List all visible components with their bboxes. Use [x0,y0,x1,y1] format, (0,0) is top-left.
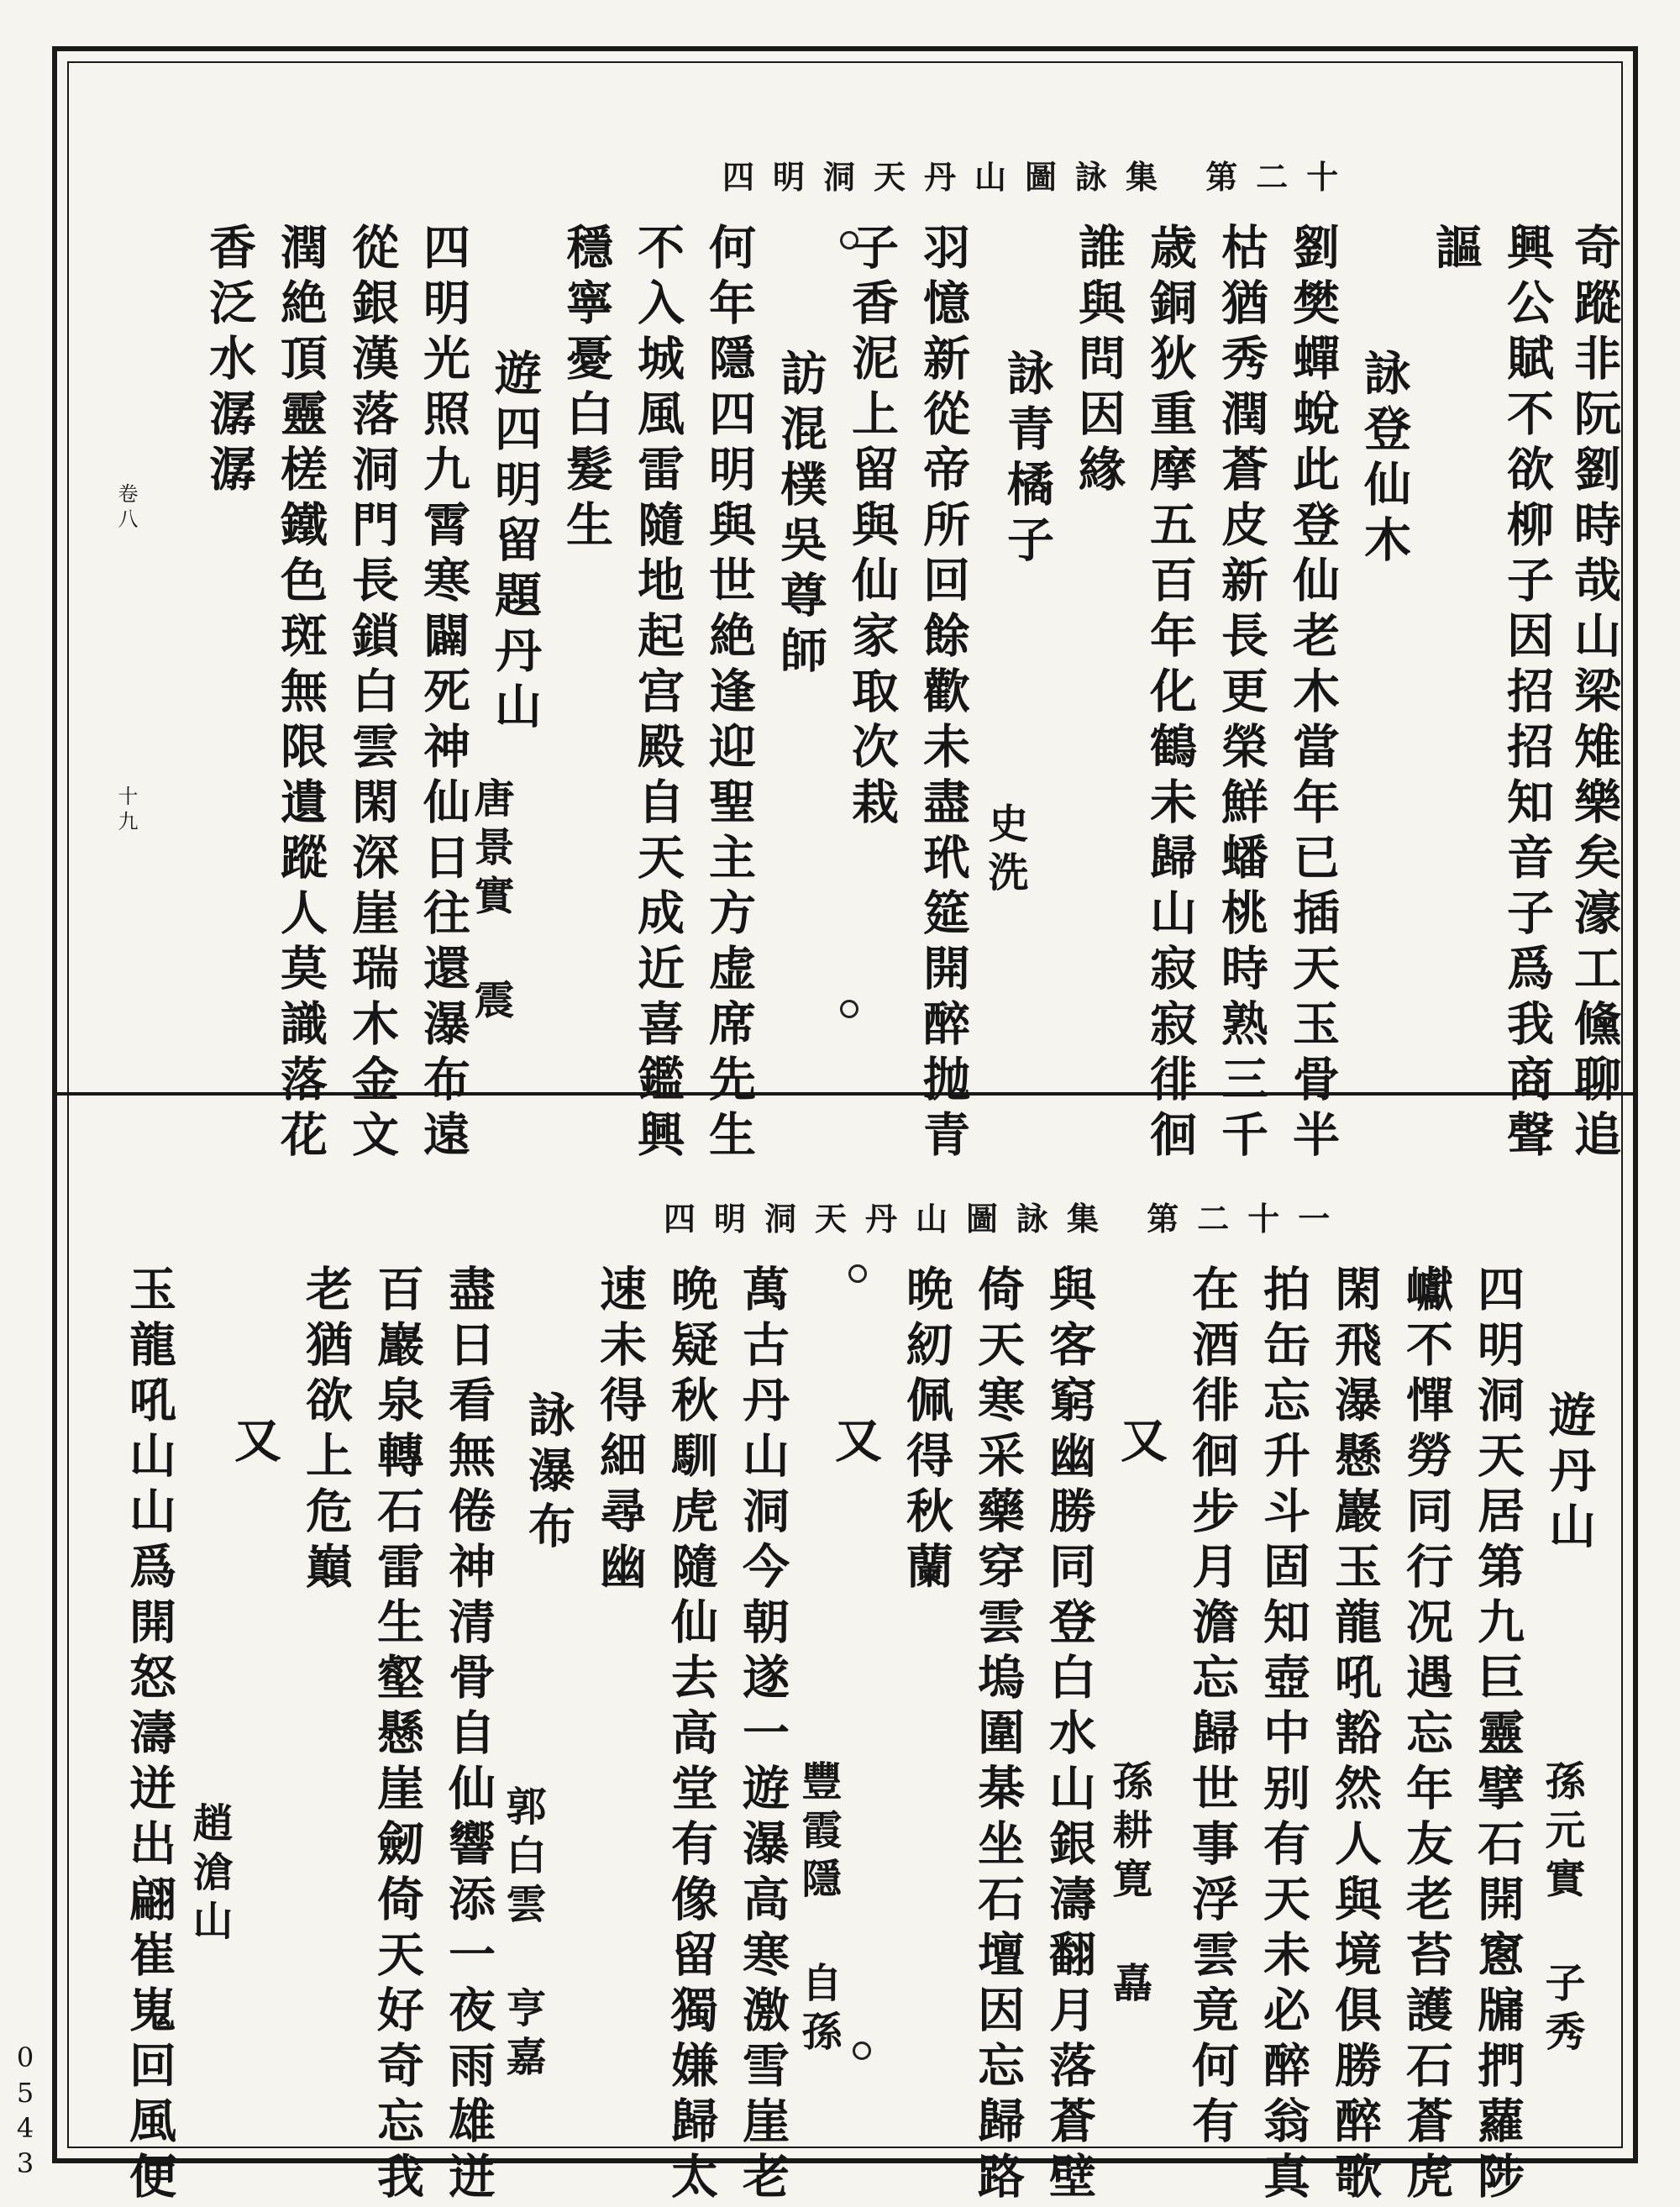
top-page-header: 四明洞天丹山圖詠集 第二十 [722,158,1357,196]
text-column: 枯猶秀潤蒼皮新長更榮鮮蟠桃時熟三千 [1214,223,1269,1165]
margin-note-folio: 十九 [114,786,138,836]
text-column: 四明洞天居第九巨靈擘石開窻牖捫蘿陟 [1470,1264,1525,2207]
text-column: 萬古丹山洞今朝遂一遊瀑高寒激雪崖老 [735,1264,790,2207]
text-column: 在酒徘徊步月澹忘歸世事浮雲竟何有 [1184,1264,1240,2152]
text-column: 速未得細尋幽 [592,1264,648,1597]
text-column: 玉龍吼山山爲開怒濤迸出翩崔嵬回風便 [122,1264,177,2207]
poem-author: 唐景實 震 [467,777,514,1027]
text-column: 興公賦不欲柳子因招招知音子爲我商聲 [1499,223,1555,1165]
poem-title: 遊四明留題丹山 [487,349,543,737]
page-number: 0543 [9,2041,41,2183]
poem-author: 郭白雲 亨嘉 [499,1785,546,2084]
text-column: 晩紉佩得秋蘭 [899,1264,954,1597]
margin-note-volume: 卷八 [114,483,138,533]
text-column: 子香泥上留與仙家取次栽 [844,223,900,833]
poem-author: 豐霞隱 自孫 [795,1760,842,2059]
poem-author: 趙滄山 [186,1802,233,1948]
punctuation-circle [848,1264,867,1283]
poem-title: 詠瀑布 [521,1390,576,1557]
text-column: 晩疑秋馴虎隨仙去高堂有像留獨嫌歸太 [664,1264,719,2207]
poem-title: 詠青橘子 [1000,349,1055,570]
poem-title: 遊丹山 [1541,1390,1597,1557]
bottom-page-header: 四明洞天丹山圖詠集 第二十一 [664,1200,1349,1237]
poem-author: 孫耕寛 嚞 [1105,1760,1152,2010]
text-column: 拍缶忘升斗固知壺中别有天未必醉翁真 [1256,1264,1311,2207]
poem-title: 又 [827,1416,883,1471]
text-column: 與客窮幽勝同登白水山銀濤翻月落蒼壁 [1042,1264,1097,2207]
bottom-page [0,1096,1680,2207]
poem-title: 詠登仙木 [1357,349,1412,570]
punctuation-circle [840,1000,858,1018]
text-column: 誰與問因緣 [1071,223,1126,500]
text-column: 羽憶新從帝所回餘歡未盡玳筵開醉抛青 [916,223,971,1165]
text-column: 謳 [1428,223,1483,278]
text-column: 巘不憚勞同行况遇忘年友老苔護石蒼虎 [1399,1264,1454,2207]
text-column: 老猶欲上危巔 [298,1264,354,1597]
poem-title: 又 [1113,1416,1168,1471]
poem-author: 史洗 [981,802,1028,900]
text-column: 不入城風雷隨地起宫殿自天成近喜鑑興 [630,223,685,1165]
punctuation-circle [853,2041,871,2060]
poem-author: 孫元實 子秀 [1538,1760,1585,2059]
poem-title: 又 [227,1416,282,1471]
text-column: 何年隱四明與世絶逢迎聖主方虚席先生 [701,223,757,1165]
text-column: 香泛水潺潺 [202,223,257,500]
text-column: 從銀漢落洞門長鎖白雲閑深崖瑞木金文 [344,223,400,1165]
text-column: 穩寧憂白髮生 [559,223,614,555]
text-column: 閑飛瀑懸巖玉龍吼豁然人與境俱勝醉歌 [1327,1264,1383,2207]
text-column: 劉樊蟬蛻此登仙老木當年已插天玉骨半 [1285,223,1341,1165]
text-column: 歳銅狄重摩五百年化鶴未歸山寂寂徘徊 [1142,223,1198,1165]
text-column: 倚天寒采藥穿雲塢圍棊坐石壇因忘歸路 [970,1264,1026,2207]
punctuation-circle [840,231,858,250]
text-column: 盡日看無倦神清骨自仙響添一夜雨雄迸 [441,1264,496,2207]
poem-title: 訪混樸吳尊師 [773,349,828,681]
text-column: 奇蹤非阮劉時哉山梁雉樂矣濠工儵聊追 [1567,223,1622,1165]
text-column: 百巖泉轉石雷生壑懸崖劒倚天好奇忘我 [370,1264,425,2207]
top-page [0,46,1680,1165]
text-column: 四明光照九霄寒闢死神仙日往還瀑布遠 [416,223,471,1165]
text-column: 潤絶頂靈槎鐵色斑無限遺蹤人莫識落花 [273,223,328,1165]
